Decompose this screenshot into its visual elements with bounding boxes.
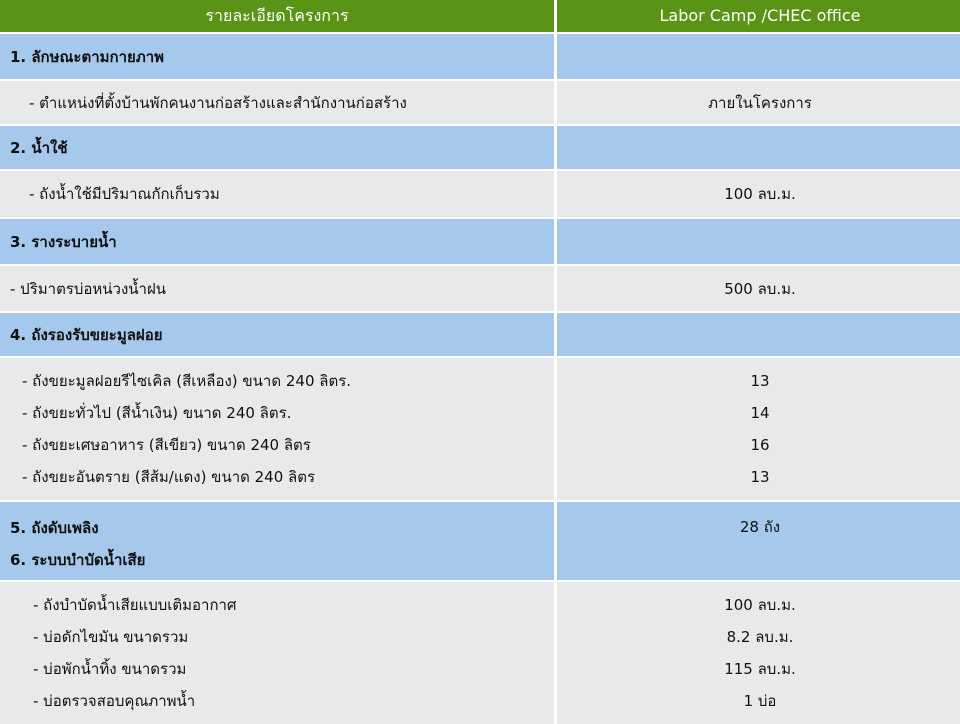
list-item-value: 13 — [750, 372, 770, 390]
section-fire-extinguisher: 5. ถังดับเพลิง — [10, 519, 99, 537]
list-item-value: 14 — [750, 404, 770, 422]
detail-location-label: - ตำแหน่งที่ตั้งบ้านพักคนงานก่อสร้างและสำนักงานก่อสร้าง — [0, 81, 554, 124]
detail-wastewater-labels — [0, 582, 554, 724]
detail-retention-pond-label: - ปริมาตรบ่อหน่วงน้ำฝน — [0, 266, 554, 311]
section-drainage: 3. รางระบายน้ำ — [0, 219, 554, 264]
section-water-supply-value — [557, 126, 960, 169]
list-item-value: 115 ลบ.ม. — [724, 660, 796, 678]
section-water-supply: 2. น้ำใช้ — [0, 126, 554, 169]
section-waste-bins: 4. ถังรองรับขยะมูลฝอย — [0, 313, 554, 356]
detail-water-tank-label: - ถังน้ำใช้มีปริมาณกักเก็บรวม — [0, 171, 554, 217]
detail-wastewater-values — [557, 582, 960, 724]
detail-location-value: ภายในโครงการ — [557, 81, 960, 124]
detail-water-tank-value: 100 ลบ.ม. — [557, 171, 960, 217]
detail-retention-pond-value: 500 ลบ.ม. — [557, 266, 960, 311]
list-item: - ถังขยะมูลฝอยรีไซเคิล (สีเหลือง) ขนาด 240 ลิตร. — [22, 372, 352, 390]
section-waste-bins-value — [557, 313, 960, 356]
section-fire-extinguisher-and-wastewater — [0, 502, 554, 580]
list-item: - บ่อพักน้ำทิ้ง ขนาดรวม — [33, 660, 187, 678]
list-item: - ถังขยะเศษอาหาร (สีเขียว) ขนาด 240 ลิตร — [22, 436, 311, 454]
list-item-value: 8.2 ลบ.ม. — [726, 628, 794, 646]
fire-extinguisher-count: 28 ถัง — [557, 502, 960, 580]
list-item: - บ่อดักไขมัน ขนาดรวม — [33, 628, 189, 646]
detail-waste-bins-values — [557, 358, 960, 500]
section-drainage-value — [557, 219, 960, 264]
list-item: - ถังบำบัดน้ำเสียแบบเติมอากาศ — [33, 596, 237, 614]
list-item: - ถังขยะอันตราย (สีส้ม/แดง) ขนาด 240 ลิตร — [22, 468, 316, 486]
section-wastewater-treatment: 6. ระบบบำบัดน้ำเสีย — [10, 551, 146, 569]
section-physical-characteristics-value — [557, 34, 960, 79]
header-project-details: รายละเอียดโครงการ — [0, 0, 554, 32]
list-item-value: 100 ลบ.ม. — [724, 596, 796, 614]
list-item-value: 13 — [750, 468, 770, 486]
list-item: - ถังขยะทั่วไป (สีน้ำเงิน) ขนาด 240 ลิตร. — [22, 404, 292, 422]
section-physical-characteristics: 1. ลักษณะตามกายภาพ — [0, 34, 554, 79]
detail-waste-bins-labels — [0, 358, 554, 500]
list-item-value: 1 บ่อ — [743, 692, 777, 710]
list-item: - บ่อตรวจสอบคุณภาพน้ำ — [33, 692, 196, 710]
header-labor-camp-office: Labor Camp /CHEC office — [557, 0, 960, 32]
list-item-value: 16 — [750, 436, 770, 454]
